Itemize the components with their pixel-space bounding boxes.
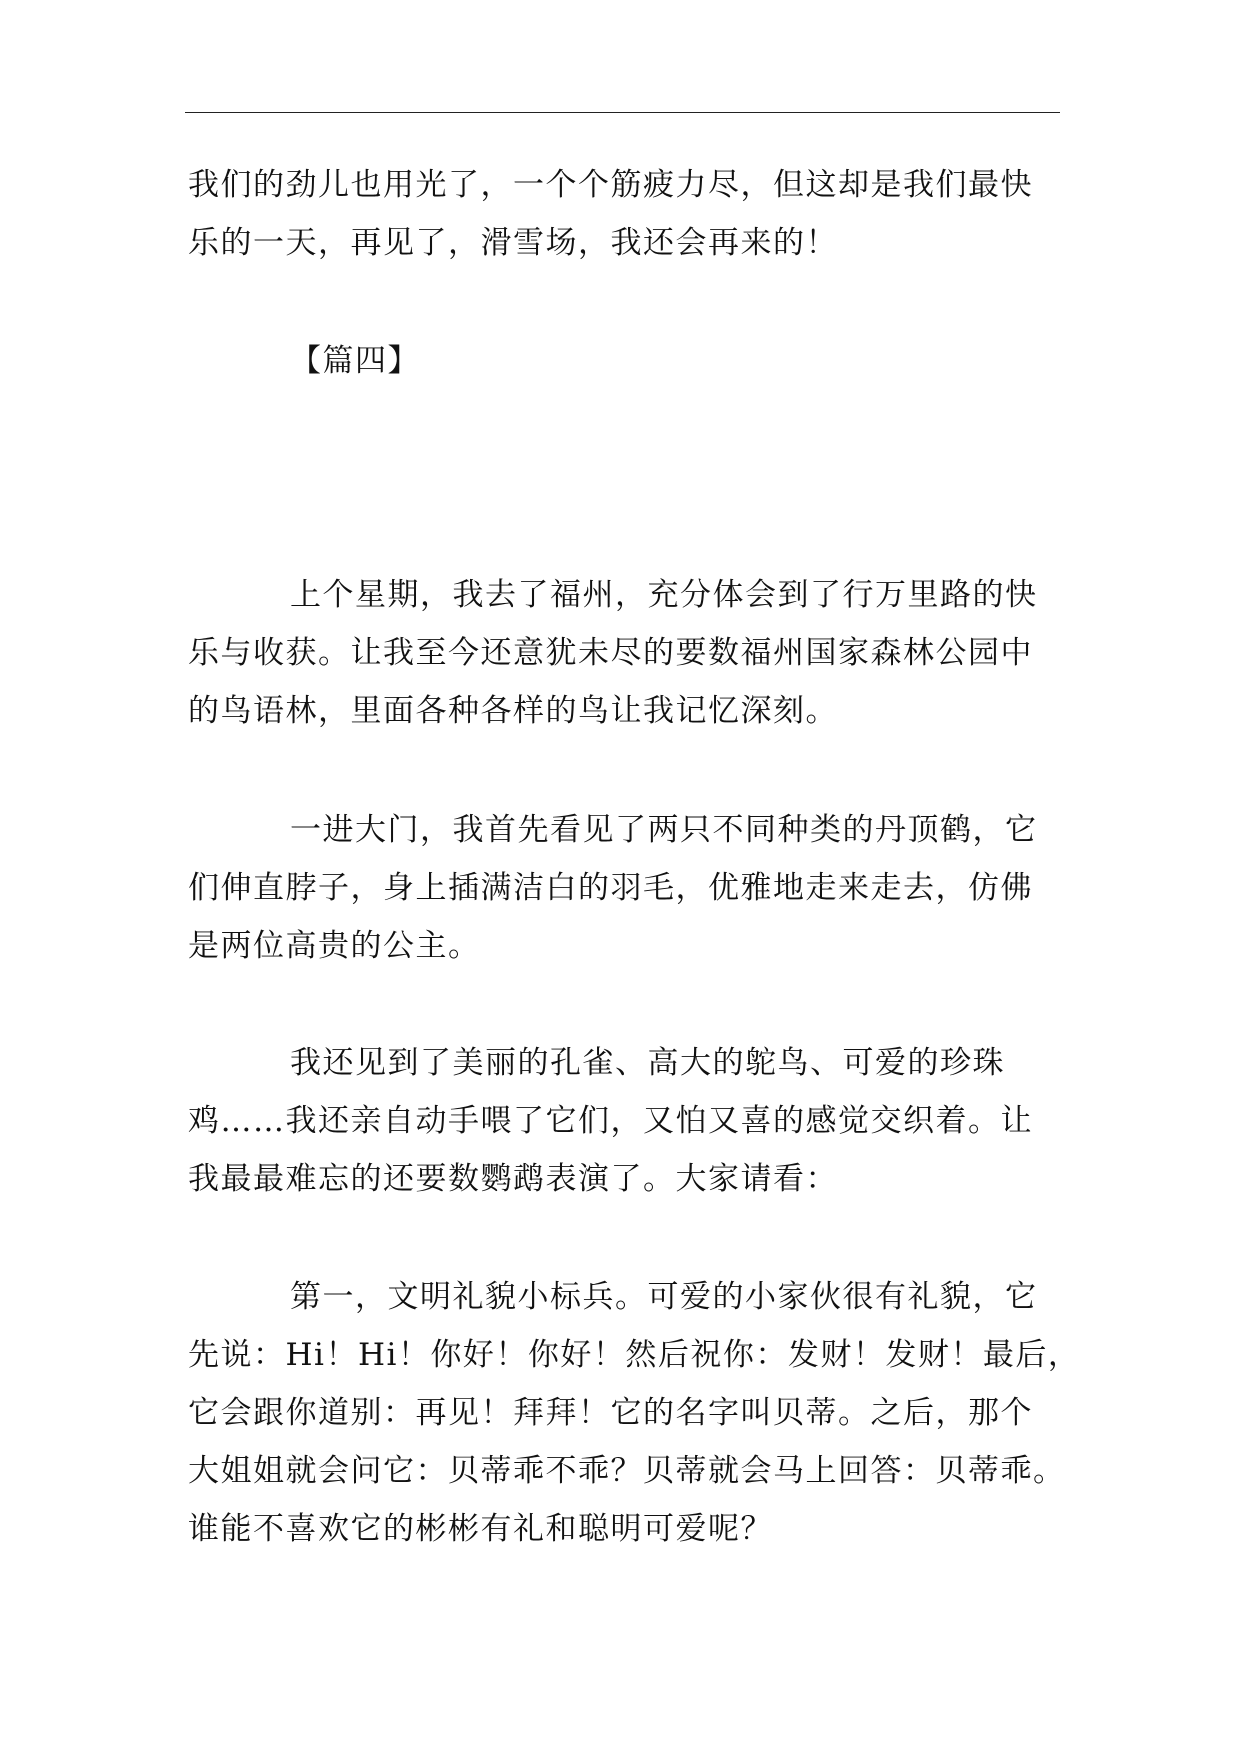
text-line: 乐与收获。让我至今还意犹未尽的要数福州国家森林公园中	[188, 635, 1033, 671]
text-line: 乐的一天，再见了，滑雪场，我还会再来的！	[188, 225, 838, 261]
text-line: 大姐姐就会问它：贝蒂乖不乖？贝蒂就会马上回答：贝蒂乖。	[188, 1453, 1066, 1489]
text-line: 鸡……我还亲自动手喂了它们，又怕又喜的感觉交织着。让	[188, 1103, 1033, 1139]
text-line: 我们的劲儿也用光了，一个个筋疲力尽，但这却是我们最快	[188, 167, 1033, 203]
text-line: 我最最难忘的还要数鹦鹉表演了。大家请看：	[188, 1161, 838, 1197]
text-line: 是两位高贵的公主。	[188, 928, 481, 964]
text-line: 第一，文明礼貌小标兵。可爱的小家伙很有礼貌，它	[290, 1279, 1038, 1315]
text-line: 我还见到了美丽的孔雀、高大的鸵鸟、可爱的珍珠	[290, 1045, 1005, 1081]
text-line: 一进大门，我首先看见了两只不同种类的丹顶鹤，它	[290, 812, 1038, 848]
text-line: 谁能不喜欢它的彬彬有礼和聪明可爱呢？	[188, 1511, 773, 1547]
text-line: 们伸直脖子，身上插满洁白的羽毛，优雅地走来走去，仿佛	[188, 870, 1033, 906]
section-heading: 【篇四】	[290, 343, 420, 379]
text-line: 上个星期，我去了福州，充分体会到了行万里路的快	[290, 577, 1038, 613]
text-line: 先说：Hi！Hi！你好！你好！然后祝你：发财！发财！最后，	[188, 1337, 1081, 1373]
header-rule	[185, 112, 1060, 113]
text-line: 它会跟你道别：再见！拜拜！它的名字叫贝蒂。之后，那个	[188, 1395, 1033, 1431]
text-line: 的鸟语林，里面各种各样的鸟让我记忆深刻。	[188, 693, 838, 729]
